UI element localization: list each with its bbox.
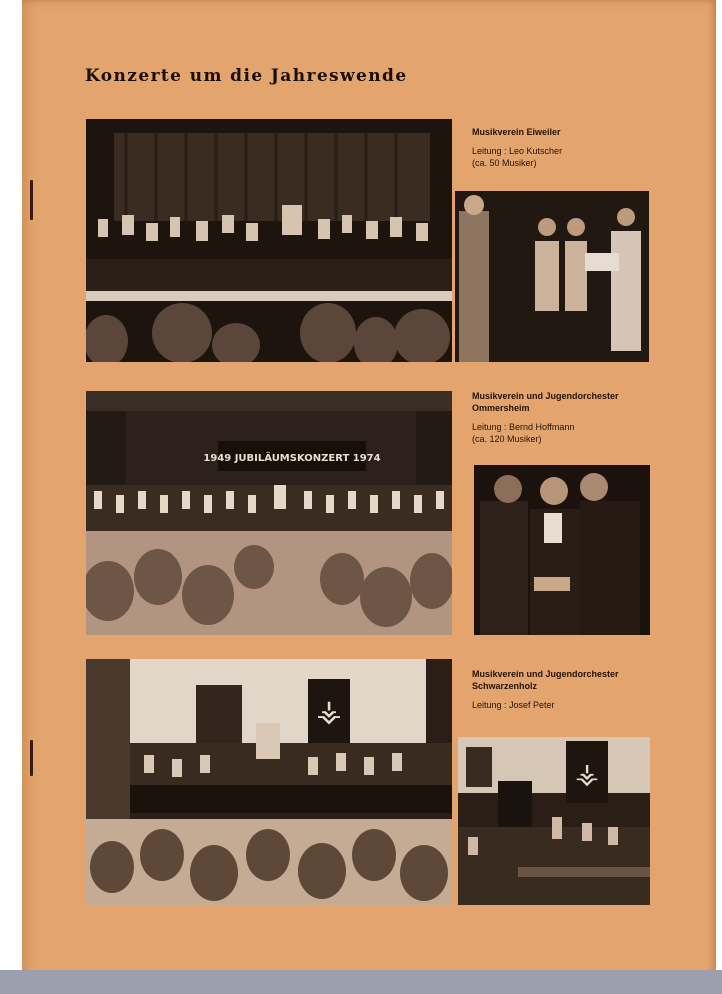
group-name: Musikverein Eiweiler [472, 127, 561, 137]
group-name-line1: Musikverein und Jugendorchester [472, 669, 619, 679]
caption-schwarzenholz [472, 668, 619, 711]
photo-ommersheim-concert [86, 391, 452, 635]
group-size: (ca. 120 Musiker) [472, 434, 542, 444]
conductor: Leitung : Bernd Hoffmann [472, 422, 575, 432]
lyre-icon: ⚶ [316, 694, 342, 729]
photo-ommersheim-handshake [474, 465, 650, 635]
caption-ommersheim [472, 390, 619, 445]
group-name-line1: Musikverein und Jugendorchester [472, 391, 619, 401]
staple-top [30, 180, 33, 220]
photo-schwarzenholz-concert [86, 659, 452, 905]
banner-text: 1949 JUBILÄUMSKONZERT 1974 [203, 453, 381, 464]
photo-schwarzenholz-band [458, 737, 650, 905]
photo-eiweiler-musicians [455, 191, 649, 362]
page-shadow [0, 970, 722, 994]
page-title: Konzerte um die Jahreswende [85, 66, 408, 86]
conductor: Leitung : Leo Kutscher [472, 146, 563, 156]
group-name-line2: Ommersheim [472, 403, 530, 413]
group-size: (ca. 50 Musiker) [472, 158, 537, 168]
conductor: Leitung : Josef Peter [472, 700, 555, 710]
photo-eiweiler-concert [86, 119, 452, 362]
group-name-line2: Schwarzenholz [472, 681, 538, 691]
staple-bottom [30, 740, 33, 776]
lyre-icon: ⚶ [575, 757, 599, 790]
caption-eiweiler [472, 126, 562, 169]
